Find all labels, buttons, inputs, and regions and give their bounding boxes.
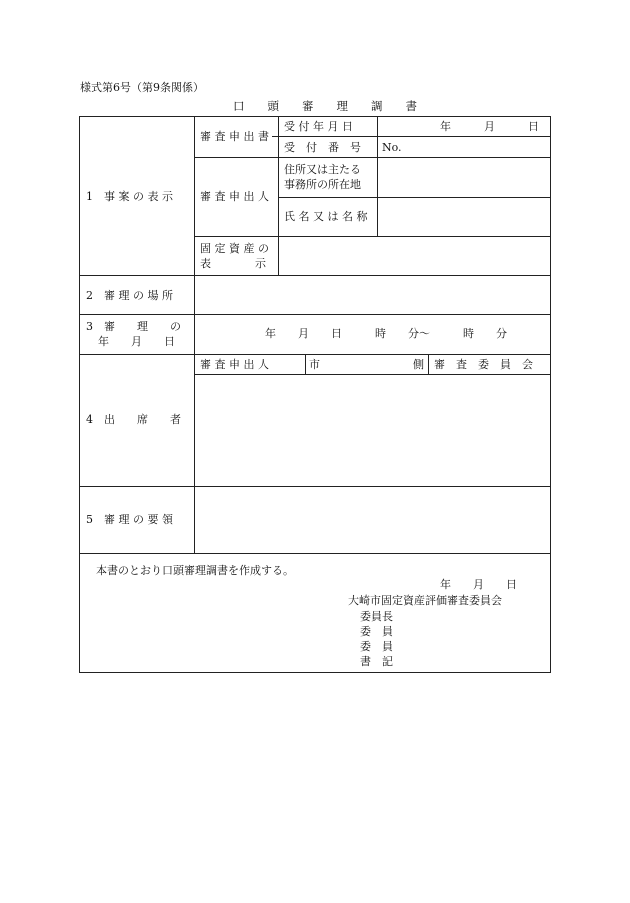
attendee-applicant-label: 審 査 申 出 人	[200, 358, 269, 371]
form-number-label: 様式第6号（第9条関係）	[80, 81, 204, 94]
committee-name: 大崎市固定資産評価審査委員会	[348, 594, 502, 607]
member1-label: 委 員	[360, 625, 393, 638]
city-suffix: 側	[413, 358, 424, 371]
member2-label: 委 員	[360, 640, 393, 653]
property-label-line1: 固 定 資 産 の	[200, 242, 269, 255]
city-prefix: 市	[309, 358, 320, 371]
record-table	[79, 116, 551, 673]
receipt-number-value: No.	[382, 141, 402, 154]
section1-label: 1 事 案 の 表 示	[86, 190, 173, 203]
application-label: 審 査 申 出 書	[200, 130, 269, 143]
section3-label-line1: 3 審 理 の	[86, 320, 181, 333]
applicant-label: 審 査 申 出 人	[200, 190, 269, 203]
footer-date: 年 月 日	[440, 578, 517, 591]
section5-label: 5 審 理 の 要 領	[86, 513, 173, 526]
name-label: 氏 名 又 は 名 称	[284, 210, 368, 223]
footer-statement: 本書のとおり口頭審理調書を作成する。	[96, 564, 294, 577]
document-title: 口 頭 審 理 調 書	[233, 99, 417, 113]
committee-label: 審 査 委 員 会	[434, 358, 533, 371]
receipt-date-label: 受 付 年 月 日	[284, 120, 353, 133]
address-label-line2: 事務所の所在地	[284, 178, 361, 191]
section4-label: 4 出 席 者	[86, 413, 181, 426]
section2-label: 2 審 理 の 場 所	[86, 289, 173, 302]
chair-label: 委員長	[360, 610, 393, 623]
clerk-label: 書 記	[360, 655, 393, 668]
property-label-line2: 表 示	[200, 257, 266, 270]
receipt-date-value: 年 月 日	[440, 120, 539, 133]
receipt-number-label: 受 付 番 号	[284, 141, 361, 154]
address-label-line1: 住所又は主たる	[284, 163, 361, 176]
section3-label-line2: 年 月 日	[98, 335, 175, 348]
hearing-datetime: 年 月 日 時 分〜 時 分	[265, 327, 507, 340]
